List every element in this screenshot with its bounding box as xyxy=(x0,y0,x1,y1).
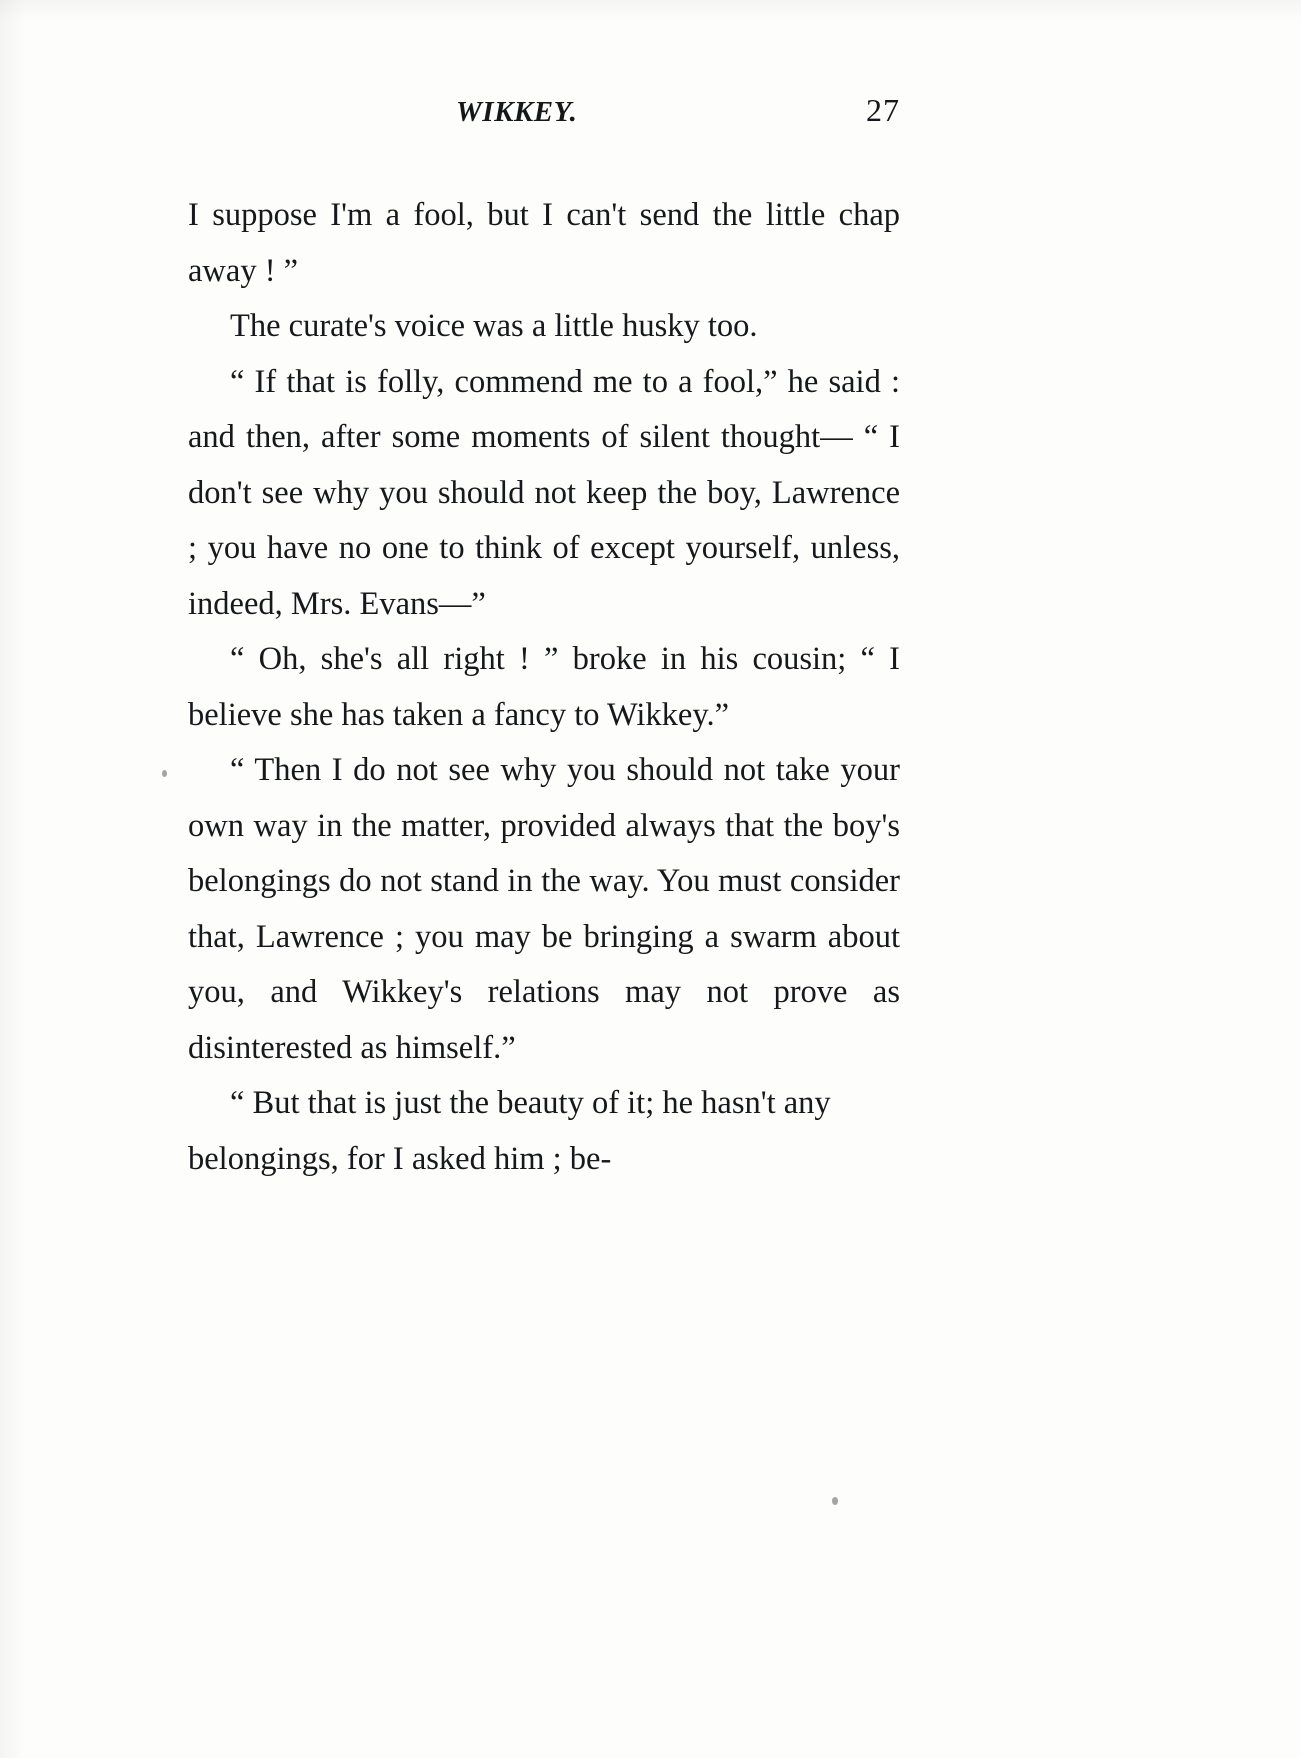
running-head-title: WIKKEY. xyxy=(456,96,578,128)
body-text xyxy=(188,188,900,1187)
paragraph: “ If that is folly, commend me to a fool,” he said : and then, after some moments of silent thought— “ I don't see why you should not keep the boy, Lawrence ; you have no one to think of except yourself, unless, indeed, Mrs. Evans—” xyxy=(188,363,900,622)
paragraph: “ Oh, she's all right ! ” broke in his cousin; “ I believe she has taken a fancy to Wikkey.” xyxy=(188,641,900,733)
ink-speck xyxy=(162,770,167,777)
paragraph: “ Then I do not see why you should not take your own way in the matter, provided always that the boy's belongings do not stand in the way. You must consider that, Lawrence ; you may be bringing a swarm about you, and Wikkey's relations may not prove as disinterested as himself.” xyxy=(188,752,900,1066)
paragraph: “ But that is just the beauty of it; he hasn't any belongings, for I asked him ; be- xyxy=(188,1085,831,1177)
page-number: 27 xyxy=(866,92,900,128)
running-head xyxy=(188,92,900,150)
ink-speck xyxy=(832,1497,838,1505)
paragraph: The curate's voice was a little husky too. xyxy=(230,308,758,344)
page-content-block xyxy=(188,92,900,1187)
page-edge-shading-top xyxy=(0,0,1301,22)
paragraph: I suppose I'm a fool, but I can't send the little chap away ! ” xyxy=(188,197,900,289)
page-edge-shading-left xyxy=(0,0,26,1758)
